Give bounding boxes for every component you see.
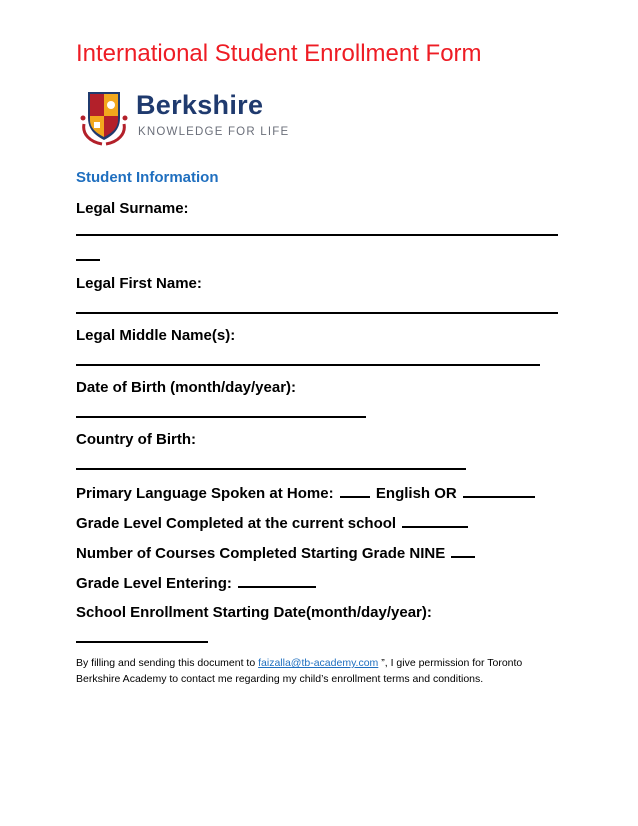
blank-date-of-birth[interactable]	[76, 416, 366, 418]
blank-legal-surname-continued[interactable]	[76, 259, 100, 261]
form-title: International Student Enrollment Form	[76, 40, 482, 67]
logo-tagline: KNOWLEDGE FOR LIFE	[138, 126, 290, 138]
blank-legal-first-name[interactable]	[76, 312, 558, 314]
primary-language-option: English OR	[375, 485, 457, 502]
consent-email-link[interactable]: faizalla@tb-academy.com	[258, 657, 379, 669]
primary-language-text: Primary Language Spoken at Home:	[76, 485, 334, 502]
consent-text-after: ”, I give permission for Toronto Berkshire Academy to contact me regarding my child’s enrollment terms and conditions.	[76, 657, 523, 685]
consent-text-before: By filling and sending this document to	[76, 657, 256, 669]
label-country-of-birth: Country of Birth:	[76, 431, 196, 448]
label-primary-language	[76, 484, 537, 502]
label-courses-completed	[76, 544, 477, 562]
grade-entering-text: Grade Level Entering:	[76, 575, 232, 592]
blank-country-of-birth[interactable]	[76, 468, 466, 470]
blank-legal-surname[interactable]	[76, 234, 558, 236]
blank-grade-entering[interactable]	[238, 574, 316, 588]
logo-wordmark: Berkshire	[136, 90, 264, 120]
label-legal-surname: Legal Surname:	[76, 200, 189, 217]
school-crest-icon	[76, 84, 132, 148]
section-heading-student-info: Student Information	[76, 169, 219, 186]
label-date-of-birth: Date of Birth (month/day/year):	[76, 379, 297, 396]
blank-primary-language[interactable]	[340, 484, 370, 498]
grade-completed-text: Grade Level Completed at the current school	[76, 515, 397, 532]
label-legal-middle-names: Legal Middle Name(s):	[76, 327, 236, 344]
label-start-date: School Enrollment Starting Date(month/day/year):	[76, 604, 432, 621]
consent-note	[76, 655, 546, 687]
courses-completed-text: Number of Courses Completed Starting Grade NINE	[76, 545, 446, 562]
blank-legal-middle-names[interactable]	[76, 364, 540, 366]
blank-primary-language-other[interactable]	[463, 484, 535, 498]
blank-courses-completed[interactable]	[451, 544, 475, 558]
blank-grade-completed[interactable]	[402, 514, 468, 528]
school-logo	[76, 84, 296, 148]
label-legal-first-name: Legal First Name:	[76, 275, 202, 292]
label-grade-entering	[76, 574, 318, 592]
blank-start-date[interactable]	[76, 641, 208, 643]
label-grade-completed	[76, 514, 470, 532]
